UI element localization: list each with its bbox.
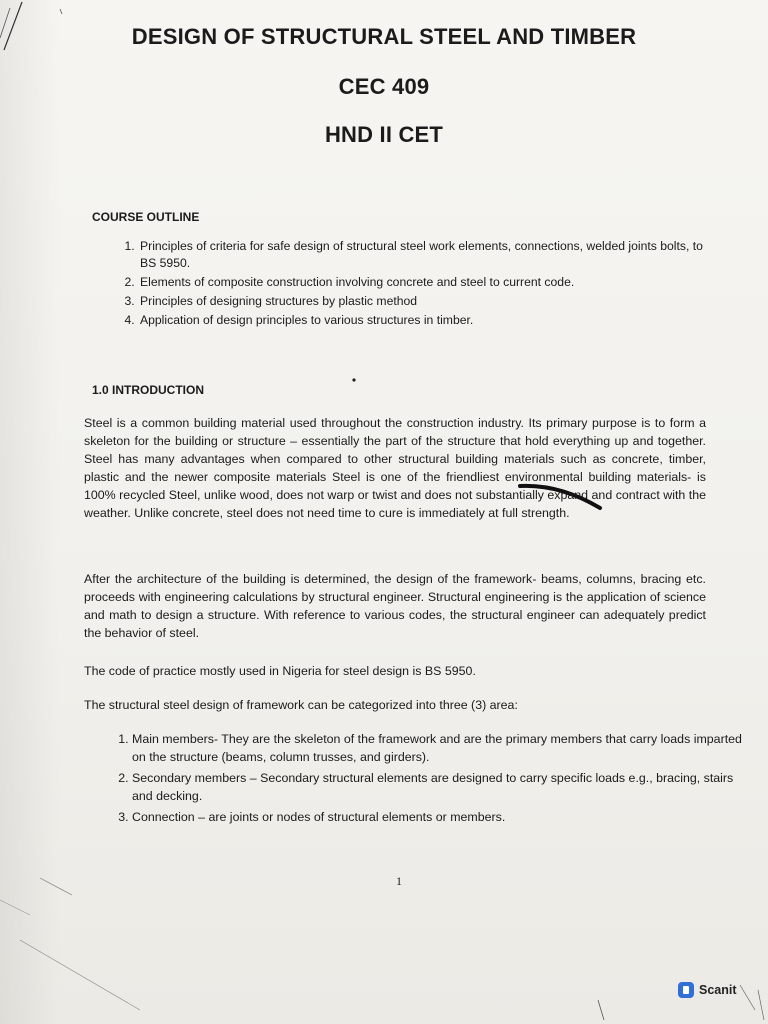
course-code: CEC 409	[338, 74, 430, 99]
framework-areas-list	[106, 730, 742, 829]
intro-paragraph-framework: After the architecture of the building is determined, the design of the framework- beams, columns, bracing etc. proceeds with engineering calculations by structural engineer. Structural engineering is the application of science and math to design a structure. With reference to various codes, the structural engineer can adequately predict the behavior of steel.	[84, 572, 706, 640]
intro-paragraph-code: The code of practice mostly used in Nigeria for steel design is BS 5950.	[84, 664, 476, 678]
area-item: 3. Connection – are joints or nodes of structural elements or members.	[132, 808, 742, 826]
course-outline-heading: COURSE OUTLINE	[92, 210, 200, 224]
outline-item: 3. Principles of designing structures by plastic method	[138, 293, 718, 310]
intro-paragraph-steel: Steel is a common building material used throughout the construction industry. Its primary purpose is to form a skeleton for the building or structure – essentially the part of the structure that hold everything up and together. Steel has many advantages when compared to other structural building materials such as concrete, timber, plastic and the newer composite materials Steel is one of the friendliest environmental building materials- is 100% recycled Steel, unlike wood, does not warp or twist and does not substantially expand and contract with the weather. Unlike concrete, steel does not need time to cure is immediately at full strength.	[84, 416, 706, 520]
area-item: 1. Main members- They are the skeleton of the framework and are the primary members that carry loads imparted on the structure (beams, column trusses, and girders).	[132, 730, 742, 766]
scanit-logo-icon	[678, 982, 694, 998]
page-number: 1	[396, 874, 402, 888]
intro-paragraph-categories: The structural steel design of framework can be categorized into three (3) area:	[84, 698, 518, 712]
outline-item: 4. Application of design principles to various structures in timber.	[138, 312, 718, 329]
scanit-label: Scanit	[699, 983, 737, 997]
area-item: 2. Secondary members – Secondary structural elements are designed to carry specific loads e.g., bracing, stairs and decking.	[132, 769, 742, 805]
course-outline-list	[112, 238, 718, 331]
outline-item: 2. Elements of composite construction involving concrete and steel to current code.	[138, 274, 718, 291]
document-title: DESIGN OF STRUCTURAL STEEL AND TIMBER	[131, 24, 637, 49]
scanit-watermark	[678, 980, 737, 1000]
outline-item: 1. Principles of criteria for safe design of structural steel work elements, connections, welded joints bolts, to BS 5950.	[138, 238, 718, 272]
page-shadow	[0, 0, 60, 1024]
class-level: HND II CET	[324, 122, 444, 147]
introduction-heading: 1.0 INTRODUCTION	[92, 383, 205, 397]
